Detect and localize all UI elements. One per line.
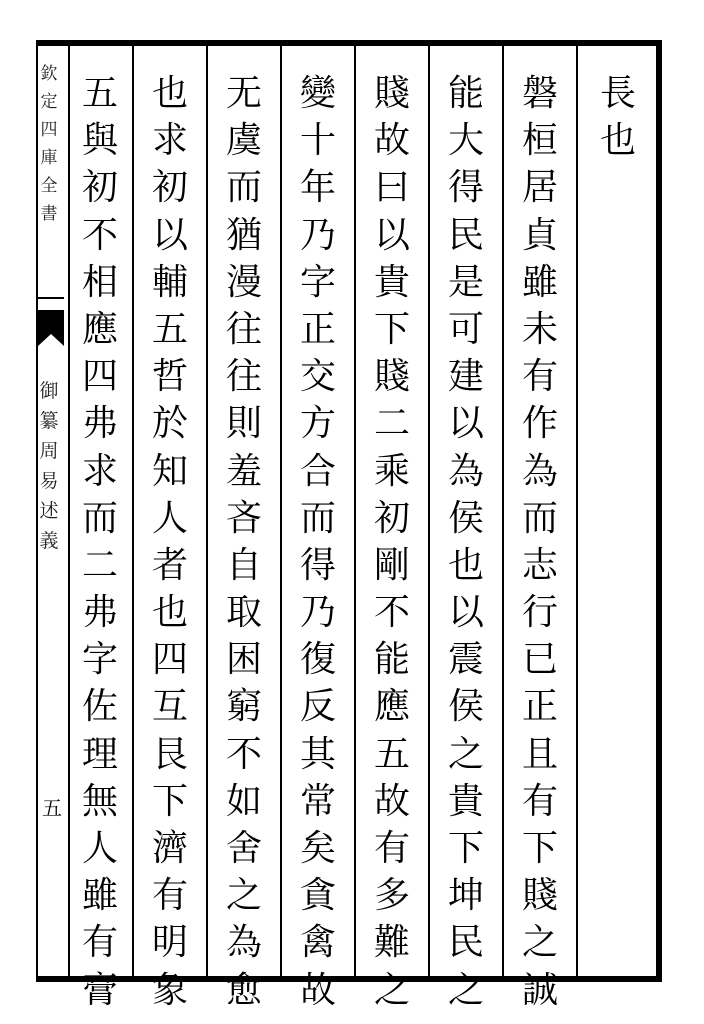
character: 之 bbox=[521, 922, 558, 964]
character: 可 bbox=[447, 308, 484, 350]
text-column-8 bbox=[74, 70, 126, 1014]
character: 與 bbox=[81, 120, 118, 162]
character: 方 bbox=[299, 403, 336, 445]
character: 舍 bbox=[225, 828, 262, 869]
character: 磐 bbox=[521, 73, 558, 114]
character: 十 bbox=[299, 120, 336, 162]
character: 虞 bbox=[225, 120, 262, 162]
character: 四 bbox=[40, 120, 58, 140]
column-divider bbox=[68, 46, 70, 976]
character: 互 bbox=[151, 686, 188, 728]
character: 五 bbox=[373, 733, 410, 775]
character: 困 bbox=[225, 639, 262, 681]
character: 貴 bbox=[373, 261, 410, 303]
character: 易 bbox=[39, 470, 59, 492]
character: 難 bbox=[373, 922, 410, 964]
character: 佐 bbox=[81, 686, 118, 728]
character: 乃 bbox=[299, 592, 336, 634]
text-column-3 bbox=[440, 70, 492, 1014]
character: 則 bbox=[225, 403, 262, 445]
character: 故 bbox=[299, 969, 336, 1011]
character: 之 bbox=[225, 875, 262, 917]
character: 常 bbox=[299, 780, 336, 822]
character: 字 bbox=[299, 261, 336, 303]
character: 已 bbox=[521, 639, 558, 681]
character: 而 bbox=[81, 497, 118, 539]
character: 往 bbox=[225, 308, 262, 350]
character: 賤 bbox=[373, 73, 410, 114]
character: 正 bbox=[299, 308, 336, 350]
character: 為 bbox=[521, 450, 558, 492]
character: 以 bbox=[151, 214, 188, 256]
character: 自 bbox=[225, 544, 262, 586]
character: 弗 bbox=[81, 403, 118, 445]
page-border bbox=[36, 40, 662, 982]
text-column-1 bbox=[592, 70, 644, 164]
character: 而 bbox=[299, 497, 336, 539]
margin-header bbox=[38, 60, 60, 228]
character: 初 bbox=[81, 167, 118, 209]
character: 是 bbox=[447, 261, 484, 303]
character: 不 bbox=[225, 733, 262, 775]
character: 之 bbox=[373, 969, 410, 1011]
character: 年 bbox=[299, 167, 336, 209]
character: 二 bbox=[373, 403, 410, 445]
character: 哲 bbox=[151, 356, 188, 398]
character: 者 bbox=[151, 544, 188, 586]
character: 人 bbox=[151, 497, 188, 539]
fish-tail-mark bbox=[38, 296, 64, 356]
character: 知 bbox=[151, 450, 188, 492]
character: 剛 bbox=[373, 544, 410, 586]
character: 取 bbox=[225, 592, 262, 634]
character: 能 bbox=[447, 73, 484, 114]
character: 之 bbox=[447, 969, 484, 1011]
text-column-2 bbox=[514, 70, 566, 1014]
character: 侯 bbox=[447, 497, 484, 539]
column-divider bbox=[428, 46, 430, 976]
character: 為 bbox=[225, 922, 262, 964]
character: 侯 bbox=[447, 686, 484, 728]
character: 復 bbox=[299, 639, 336, 681]
character: 初 bbox=[373, 497, 410, 539]
column-divider bbox=[354, 46, 356, 976]
character: 弗 bbox=[81, 592, 118, 634]
character: 也 bbox=[151, 73, 188, 114]
character: 大 bbox=[447, 120, 484, 162]
text-column-7 bbox=[144, 70, 196, 1014]
character: 有 bbox=[151, 875, 188, 917]
character: 志 bbox=[521, 544, 558, 586]
character: 求 bbox=[151, 120, 188, 162]
character: 未 bbox=[521, 308, 558, 350]
character: 下 bbox=[151, 780, 188, 822]
character: 无 bbox=[225, 73, 262, 114]
character: 羞 bbox=[225, 450, 262, 492]
character: 變 bbox=[299, 73, 336, 114]
character: 雖 bbox=[521, 261, 558, 303]
character: 能 bbox=[373, 639, 410, 681]
character: 有 bbox=[521, 356, 558, 398]
character: 有 bbox=[521, 780, 558, 822]
character: 相 bbox=[81, 261, 118, 303]
character: 四 bbox=[151, 639, 188, 681]
character: 往 bbox=[225, 356, 262, 398]
character: 交 bbox=[299, 356, 336, 398]
character: 有 bbox=[81, 922, 118, 964]
character: 故 bbox=[373, 780, 410, 822]
character: 全 bbox=[40, 176, 58, 196]
character: 求 bbox=[81, 450, 118, 492]
character: 而 bbox=[225, 167, 262, 209]
character: 誠 bbox=[521, 969, 558, 1011]
character: 得 bbox=[299, 544, 336, 586]
character: 膏 bbox=[81, 969, 118, 1011]
character: 明 bbox=[151, 922, 188, 964]
character: 也 bbox=[599, 120, 636, 162]
character: 下 bbox=[521, 828, 558, 869]
text-column-6 bbox=[218, 70, 270, 1014]
character: 且 bbox=[521, 733, 558, 775]
character: 窮 bbox=[225, 686, 262, 728]
character: 周 bbox=[39, 440, 59, 462]
character: 象 bbox=[151, 969, 188, 1011]
character: 而 bbox=[521, 497, 558, 539]
character: 為 bbox=[447, 450, 484, 492]
character: 震 bbox=[447, 639, 484, 681]
character: 之 bbox=[447, 733, 484, 775]
character: 猶 bbox=[225, 214, 262, 256]
character: 貪 bbox=[299, 875, 336, 917]
character: 也 bbox=[447, 544, 484, 586]
character: 反 bbox=[299, 686, 336, 728]
text-column-4 bbox=[366, 70, 418, 1014]
character: 應 bbox=[81, 308, 118, 350]
character: 雖 bbox=[81, 875, 118, 917]
character: 賤 bbox=[373, 356, 410, 398]
character: 吝 bbox=[225, 497, 262, 539]
column-divider bbox=[280, 46, 282, 976]
character: 漫 bbox=[225, 261, 262, 303]
character: 有 bbox=[373, 828, 410, 869]
character: 愈 bbox=[225, 969, 262, 1011]
character: 於 bbox=[151, 403, 188, 445]
character: 以 bbox=[447, 592, 484, 634]
character: 欽 bbox=[40, 64, 58, 84]
character: 不 bbox=[373, 592, 410, 634]
character: 坤 bbox=[447, 875, 484, 917]
character: 述 bbox=[39, 500, 59, 522]
text-column-5 bbox=[292, 70, 344, 1014]
character: 貴 bbox=[447, 780, 484, 822]
character: 乃 bbox=[299, 214, 336, 256]
character: 作 bbox=[521, 403, 558, 445]
character: 桓 bbox=[521, 120, 558, 162]
character: 濟 bbox=[151, 828, 188, 869]
character: 應 bbox=[373, 686, 410, 728]
character: 故 bbox=[373, 120, 410, 162]
character: 其 bbox=[299, 733, 336, 775]
character: 曰 bbox=[373, 167, 410, 209]
character: 賤 bbox=[521, 875, 558, 917]
character: 如 bbox=[225, 780, 262, 822]
character: 矣 bbox=[299, 828, 336, 869]
page-number: 五 bbox=[42, 796, 62, 820]
character: 合 bbox=[299, 450, 336, 492]
column-divider bbox=[206, 46, 208, 976]
character: 也 bbox=[151, 592, 188, 634]
character: 人 bbox=[81, 828, 118, 869]
character: 乘 bbox=[373, 450, 410, 492]
character: 初 bbox=[151, 167, 188, 209]
character: 民 bbox=[447, 922, 484, 964]
character: 貞 bbox=[521, 214, 558, 256]
column-divider bbox=[576, 46, 578, 976]
character: 五 bbox=[81, 73, 118, 114]
character: 御 bbox=[39, 380, 59, 402]
character: 禽 bbox=[299, 922, 336, 964]
character: 書 bbox=[40, 204, 58, 224]
character: 輔 bbox=[151, 261, 188, 303]
character: 五 bbox=[151, 308, 188, 350]
character: 纂 bbox=[39, 410, 59, 432]
character: 艮 bbox=[151, 733, 188, 775]
column-divider bbox=[502, 46, 504, 976]
character: 民 bbox=[447, 214, 484, 256]
character: 無 bbox=[81, 780, 118, 822]
column-divider bbox=[132, 46, 134, 976]
character: 下 bbox=[447, 828, 484, 869]
character: 以 bbox=[447, 403, 484, 445]
character: 多 bbox=[373, 875, 410, 917]
character: 以 bbox=[373, 214, 410, 256]
character: 行 bbox=[521, 592, 558, 634]
character: 不 bbox=[81, 214, 118, 256]
character: 理 bbox=[81, 733, 118, 775]
character: 正 bbox=[521, 686, 558, 728]
character: 字 bbox=[81, 639, 118, 681]
book-title bbox=[38, 376, 60, 556]
character: 四 bbox=[81, 356, 118, 398]
character: 定 bbox=[40, 92, 58, 112]
character: 得 bbox=[447, 167, 484, 209]
character: 下 bbox=[373, 308, 410, 350]
character: 義 bbox=[39, 530, 59, 552]
character: 二 bbox=[81, 544, 118, 586]
character: 長 bbox=[599, 73, 636, 114]
character: 居 bbox=[521, 167, 558, 209]
character: 建 bbox=[447, 356, 484, 398]
character: 庫 bbox=[40, 148, 58, 168]
